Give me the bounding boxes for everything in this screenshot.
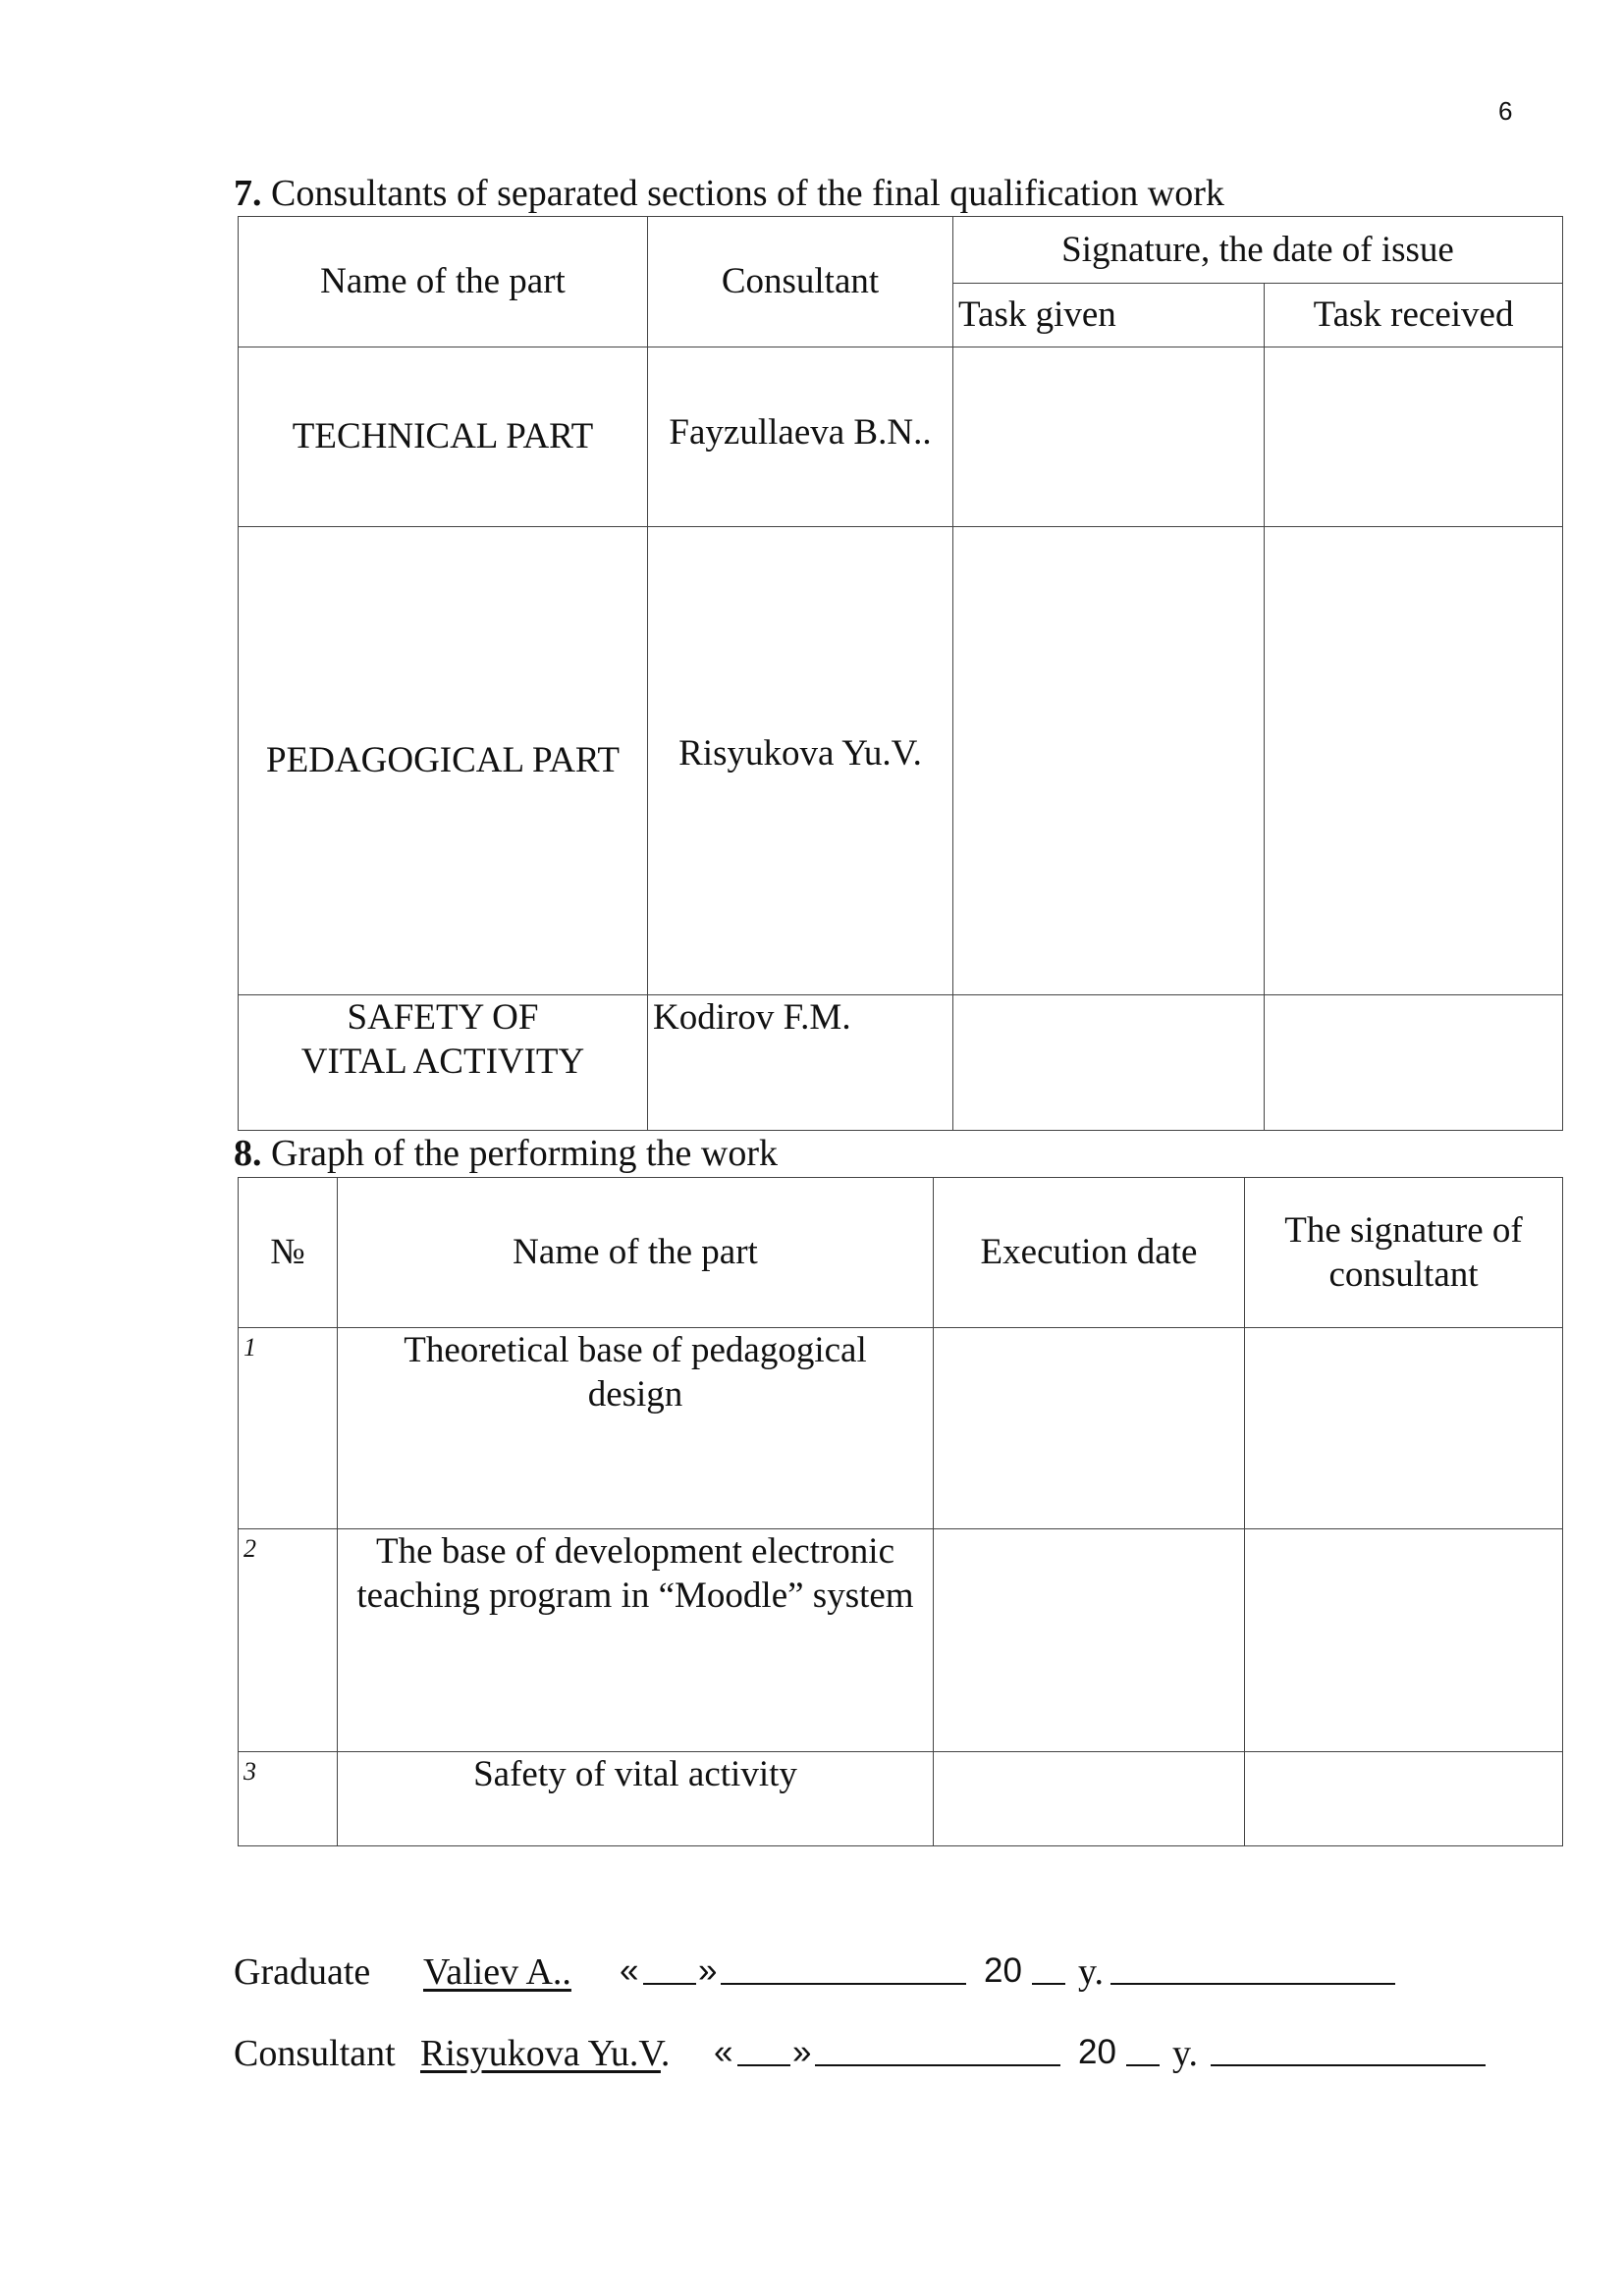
header-name-of-part: Name of the part (239, 217, 648, 347)
row-number: 3 (239, 1752, 338, 1846)
task-given-cell[interactable] (953, 527, 1265, 995)
section-7-heading (234, 175, 1224, 212)
consultant-close-quote: » (792, 2033, 812, 2071)
table-row (239, 1529, 1563, 1752)
header-consultant-signature: The signature of consultant (1245, 1178, 1563, 1328)
signature-cell[interactable] (1245, 1752, 1563, 1846)
task-received-cell[interactable] (1265, 527, 1563, 995)
task-given-cell[interactable] (953, 995, 1265, 1131)
section-7-title: Consultants of separated sections of the final qualification work (261, 173, 1224, 214)
table-row (239, 527, 1563, 995)
consultant-day-field[interactable] (737, 2035, 790, 2066)
table-row (239, 347, 1563, 527)
graduate-day-field[interactable] (643, 1953, 696, 1985)
header-number: № (239, 1178, 338, 1328)
part-name-cell: SAFETY OF VITAL ACTIVITY (239, 995, 648, 1131)
consultant-year-prefix: 20 (1078, 2033, 1116, 2071)
header-task-given: Task given (953, 284, 1265, 347)
consultant-name-cell: Risyukova Yu.V. (648, 527, 953, 995)
task-received-cell[interactable] (1265, 995, 1563, 1131)
section-8-title: Graph of the performing the work (261, 1133, 779, 1174)
table-row (239, 1328, 1563, 1529)
graduate-label: Graduate (234, 1951, 371, 1993)
table-row (239, 1752, 1563, 1846)
task-received-cell[interactable] (1265, 347, 1563, 527)
consultant-signature-field[interactable] (1211, 2035, 1486, 2066)
graduate-open-quote: « (620, 1951, 639, 1990)
part-name-cell: The base of development electronic teaching program in “Moodle” system (338, 1529, 934, 1752)
graduate-month-field[interactable] (721, 1953, 966, 1985)
work-schedule-table (238, 1177, 1563, 1846)
header-signature-date: Signature, the date of issue (953, 217, 1563, 284)
graduate-signature-field[interactable] (1110, 1953, 1395, 1985)
consultant-name-cell: Kodirov F.M. (648, 995, 953, 1131)
consultant-year-field[interactable] (1126, 2035, 1160, 2066)
graduate-name: Valiev A.. (423, 1951, 571, 1993)
execution-date-cell[interactable] (934, 1752, 1245, 1846)
signature-cell[interactable] (1245, 1529, 1563, 1752)
row-number: 1 (239, 1328, 338, 1529)
section-7-number: 7. (234, 173, 262, 214)
consultant-name-end: . (660, 2033, 671, 2074)
part-name-cell: Safety of vital activity (338, 1752, 934, 1846)
consultant-month-field[interactable] (815, 2035, 1060, 2066)
consultant-name-wrap (420, 2035, 670, 2072)
task-given-cell[interactable] (953, 347, 1265, 527)
section-8-number: 8. (234, 1133, 262, 1174)
section-8-heading (234, 1135, 778, 1172)
header-task-received: Task received (1265, 284, 1563, 347)
signature-cell[interactable] (1245, 1328, 1563, 1529)
header-execution-date: Execution date (934, 1178, 1245, 1328)
part-name-cell: Theoretical base of pedagogical design (338, 1328, 934, 1529)
table-row (239, 995, 1563, 1131)
consultant-open-quote: « (714, 2033, 733, 2071)
execution-date-cell[interactable] (934, 1529, 1245, 1752)
execution-date-cell[interactable] (934, 1328, 1245, 1529)
graduate-close-quote: » (698, 1951, 718, 1990)
consultant-year-suffix: y. (1172, 2033, 1199, 2074)
consultant-label: Consultant (234, 2033, 396, 2074)
part-name-cell: PEDAGOGICAL PART (239, 527, 648, 995)
graduate-year-field[interactable] (1032, 1953, 1065, 1985)
row-number: 2 (239, 1529, 338, 1752)
consultant-name: Risyukova Yu.V (420, 2033, 661, 2074)
graduate-year-suffix: y. (1078, 1951, 1105, 1993)
part-name-cell: TECHNICAL PART (239, 347, 648, 527)
header-consultant: Consultant (648, 217, 953, 347)
graduate-year-prefix: 20 (984, 1951, 1022, 1990)
header-name-of-part: Name of the part (338, 1178, 934, 1328)
page-number: 6 (1498, 96, 1513, 126)
consultant-name-cell: Fayzullaeva B.N.. (648, 347, 953, 527)
consultants-table (238, 216, 1563, 1131)
